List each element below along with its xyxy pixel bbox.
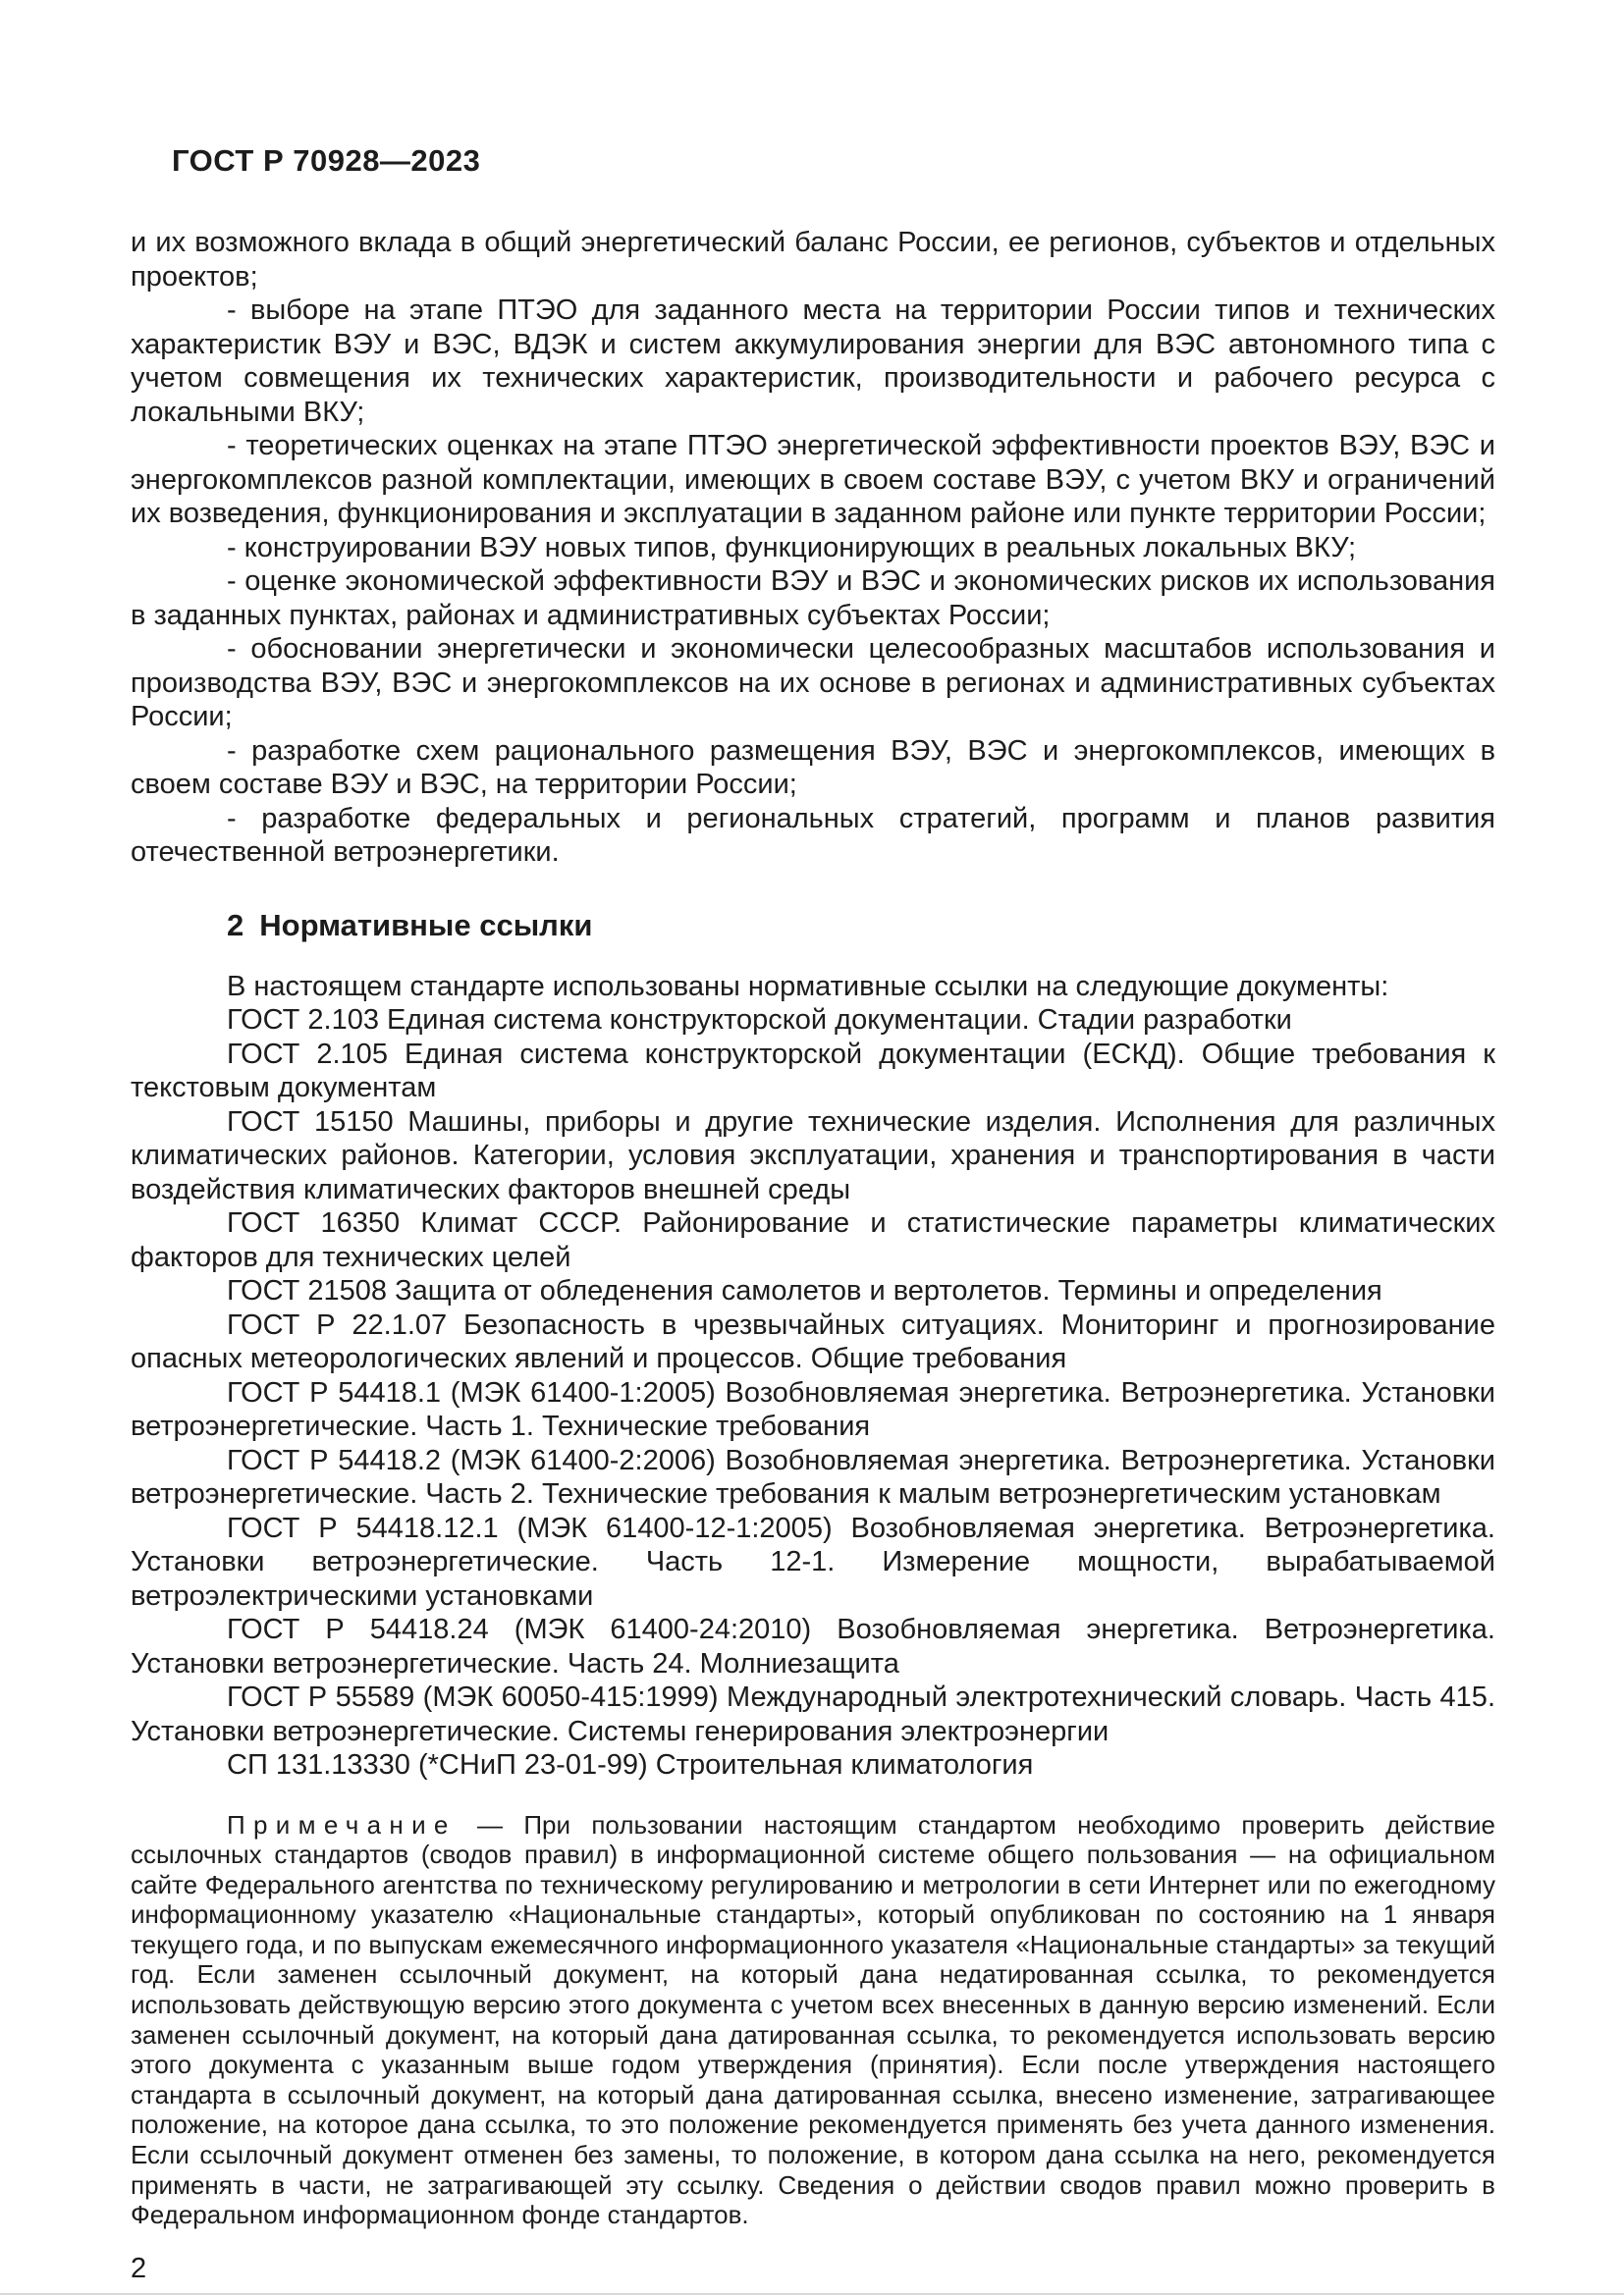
reference-item: ГОСТ Р 54418.24 (МЭК 61400-24:2010) Возобновляемая энергетика. Ветроэнергетика. Установки ветроэнергетические. Часть 24. Молниезащита [131, 1614, 1495, 1680]
note-text: — При пользовании настоящим стандартом необходимо проверить действие ссылочных стандартов (сводов правил) в информационной системе общего пользования — на официальном сайте Федерального агентства по техническому регулированию и метрологии в сети Интернет или по ежегодному информационному указателю «Национальные стандарты», который опубликован по состоянию на 1 января текущего года, и по выпускам ежемесячного информационного указателя «Национальные стандарты» за текущий год. Если заменен ссылочный документ, на который дана недатированная ссылка, то рекомендуется использовать действующую версию этого документа с учетом всех внесенных в данную версию изменений. Если заменен ссылочный документ, на который дана датированная ссылка, то рекомендуется использовать версию этого документа с указанным выше годом утверждения (принятия). Если после утверждения настоящего стандарта в ссылочный документ, на который дана датированная ссылка, внесено изменение, затрагивающее положение, на которое дана ссылка, то это положение рекомендуется применять без учета данного изменения. Если ссылочный документ отменен без замены, то положение, в котором дана ссылка на него, рекомендуется применять в части, не затрагивающей эту ссылку. Сведения о действии сводов правил можно проверить в Федеральном информационном фонде стандартов. [131, 1809, 1495, 2230]
reference-item: ГОСТ 2.103 Единая система конструкторской документации. Стадии разработки [227, 1004, 1292, 1036]
reference-item: ГОСТ Р 54418.12.1 (МЭК 61400-12-1:2005) Возобновляемая энергетика. Ветроэнергетика. Установки ветроэнергетические. Часть 12-1. Измерение мощности, вырабатываемой ветроэлектрическими установками [131, 1512, 1495, 1612]
section-intro: В настоящем стандарте использованы нормативные ссылки на следующие документы: [227, 970, 1389, 1002]
section-heading [227, 907, 1495, 944]
scan-artifact-line [0, 2293, 1624, 2295]
body-paragraph: и их возможного вклада в общий энергетический баланс России, ее регионов, субъектов и отдельных проектов; [131, 227, 1495, 293]
body-paragraph: - выборе на этапе ПТЭО для заданного места на территории России типов и технических характеристик ВЭУ и ВЭС, ВДЭК и систем аккумулирования энергии для ВЭС автономного типа с учетом совмещения их технических характеристик, производительности и рабочего ресурса с локальными ВКУ; [131, 294, 1495, 428]
reference-item: СП 131.13330 (*СНиП 23-01-99) Строительная климатология [227, 1749, 1034, 1781]
section-number: 2 [227, 907, 244, 942]
body-text-block [131, 226, 1495, 2285]
reference-item: ГОСТ 21508 Защита от обледенения самолетов и вертолетов. Термины и определения [227, 1275, 1382, 1307]
reference-item: ГОСТ Р 55589 (МЭК 60050-415:1999) Международный электротехнический словарь. Часть 415. Установки ветроэнергетические. Системы генерирования электроэнергии [131, 1682, 1495, 1747]
body-paragraph: - разработке схем рационального размещения ВЭУ, ВЭС и энергокомплексов, имеющих в своем составе ВЭУ и ВЭС, на территории России; [131, 734, 1495, 800]
note-block [131, 1810, 1495, 2230]
section-title: Нормативные ссылки [259, 907, 593, 942]
page-number: 2 [131, 2252, 147, 2284]
reference-item: ГОСТ Р 22.1.07 Безопасность в чрезвычайных ситуациях. Мониторинг и прогнозирование опасных метеорологических явлений и процессов. Общие требования [131, 1308, 1495, 1374]
note [131, 1810, 1495, 2230]
reference-item: ГОСТ 2.105 Единая система конструкторской документации (ЕСКД). Общие требования к текстовым документам [131, 1038, 1495, 1103]
body-paragraph: - оценке экономической эффективности ВЭУ и ВЭС и экономических рисков их использования в заданных пунктах, районах и административных субъектах России; [131, 565, 1495, 631]
reference-item: ГОСТ 16350 Климат СССР. Районирование и статистические параметры климатических факторов для технических целей [131, 1207, 1495, 1273]
reference-item: ГОСТ Р 54418.2 (МЭК 61400-2:2006) Возобновляемая энергетика. Ветроэнергетика. Установки ветроэнергетические. Часть 2. Технические требования к малым ветроэнергетическим установкам [131, 1444, 1495, 1510]
reference-item: ГОСТ Р 54418.1 (МЭК 61400-1:2005) Возобновляемая энергетика. Ветроэнергетика. Установки ветроэнергетические. Часть 1. Технические требования [131, 1376, 1495, 1442]
body-paragraph: - разработке федеральных и региональных стратегий, программ и планов развития отечественной ветроэнергетики. [131, 802, 1495, 868]
body-paragraph: - обосновании энергетически и экономически целесообразных масштабов использования и производства ВЭУ, ВЭС и энергокомплексов на их основе в регионах и административных субъектах России; [131, 633, 1495, 732]
body-paragraph: - теоретических оценках на этапе ПТЭО энергетической эффективности проектов ВЭУ, ВЭС и энергокомплексов разной комплектации, имеющих в своем составе ВЭУ, с учетом ВКУ и ограничений их возведения, функционирования и эксплуатации в заданном районе или пункте территории России; [131, 430, 1495, 529]
running-header: ГОСТ Р 70928—2023 [172, 143, 481, 178]
body-paragraph: - конструировании ВЭУ новых типов, функционирующих в реальных локальных ВКУ; [227, 531, 1357, 563]
reference-item: ГОСТ 15150 Машины, приборы и другие технические изделия. Исполнения для различных климатических районов. Категории, условия эксплуатации, хранения и транспортирования в части воздействия климатических факторов внешней среды [131, 1105, 1495, 1205]
note-label: Примечание [227, 1809, 457, 1840]
